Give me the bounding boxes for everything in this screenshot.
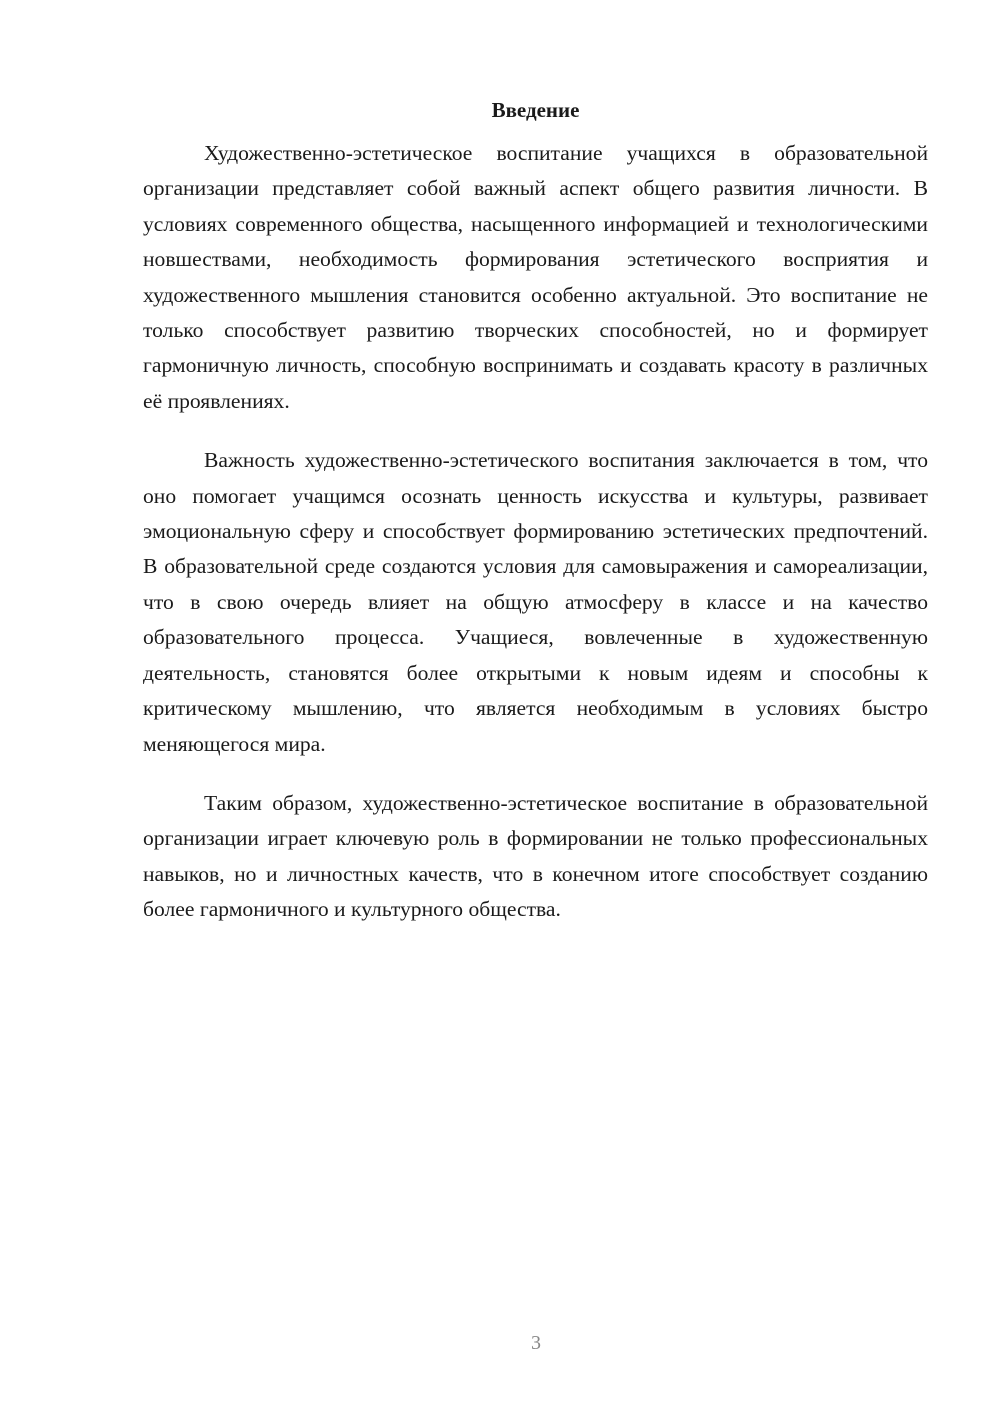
paragraph-1: Художественно-эстетическое воспитание учащихся в образовательной организации представляет собой важный аспект общего развития личности. В условиях современного общества, насыщенного информацией и технологическими новшествами, необходимость формирования эстетического восприятия и художественного мышления становится особенно актуальной. Это воспитание не только способствует развитию творческих способностей, но и формирует гармоничную личность, способную воспринимать и создавать красоту в различных её проявлениях. (143, 141, 928, 413)
page-number: 3 (531, 1332, 541, 1354)
paragraph-2: Важность художественно-эстетического воспитания заключается в том, что оно помогает учащимся осознать ценность искусства и культуры, развивает эмоциональную сферу и способствует формированию эстетических предпочтений. В образовательной среде создаются условия для самовыражения и самореализации, что в свою очередь влияет на общую атмосферу в классе и на качество образовательного процесса. Учащиеся, вовлеченные в художественную деятельность, становятся более открытыми к новым идеям и способны к критическому мышлению, что является необходимым в условиях быстро меняющегося мира. (143, 448, 928, 756)
page-content (143, 94, 928, 952)
section-title: Введение (491, 98, 580, 122)
paragraph-3: Таким образом, художественно-эстетическое воспитание в образовательной организации играет ключевую роль в формировании не только профессиональных навыков, но и личностных качеств, что в конечном итоге способствует созданию более гармоничного и культурного общества. (143, 790, 928, 922)
